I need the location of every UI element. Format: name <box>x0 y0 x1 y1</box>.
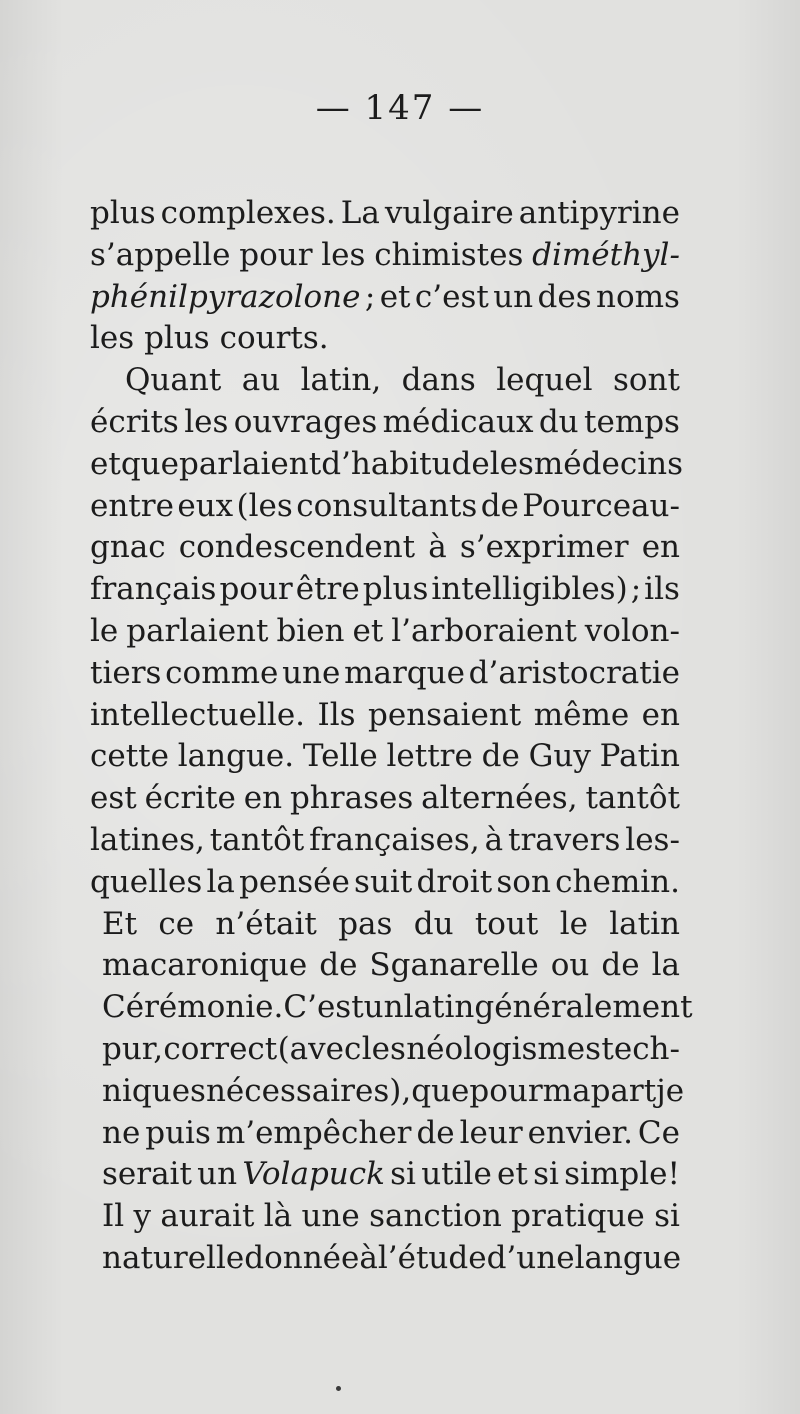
word: que <box>120 445 179 482</box>
word: droit <box>416 863 493 900</box>
word: (les <box>236 487 293 524</box>
word: médecins <box>533 445 683 482</box>
word: chemin. <box>555 863 680 900</box>
word: courts. <box>219 320 329 357</box>
word: cette <box>90 738 169 775</box>
word: si <box>533 1156 559 1193</box>
word: plus <box>90 195 156 231</box>
word: utile <box>421 1156 492 1193</box>
print-speck <box>336 1386 341 1391</box>
word: pour <box>469 1072 543 1109</box>
word: latin, <box>300 362 382 399</box>
word: la <box>206 863 235 900</box>
word: latines, <box>90 821 205 858</box>
page-number-header: — 147 — <box>315 88 485 128</box>
text-line <box>90 945 680 987</box>
word: parlaient <box>126 612 269 649</box>
text-line <box>90 444 683 486</box>
word: et <box>497 1156 528 1193</box>
word: diméthyl- <box>532 236 680 273</box>
word: des <box>537 278 592 315</box>
text-line <box>90 1113 680 1155</box>
word: travers <box>508 821 621 858</box>
text-line <box>90 527 680 569</box>
word: l’arboraient <box>391 612 577 649</box>
word: y <box>133 1198 151 1235</box>
word: la <box>651 947 680 984</box>
text-line <box>90 1154 680 1196</box>
word: bien <box>276 612 345 649</box>
word: parlaient <box>178 445 322 482</box>
text-line <box>90 778 680 820</box>
word: Guy <box>528 738 591 775</box>
word: tiers <box>90 654 162 691</box>
word: un <box>493 278 534 315</box>
text-line <box>90 1071 685 1113</box>
word: même <box>533 696 630 733</box>
text-line <box>90 695 680 737</box>
word: Ils <box>317 696 356 733</box>
word: ; <box>630 571 642 608</box>
word: néologismes <box>406 1030 602 1067</box>
word: les <box>321 236 366 273</box>
word: une <box>301 1198 360 1235</box>
word: en <box>641 696 680 733</box>
word: si <box>654 1198 680 1235</box>
word: c’est <box>414 278 489 315</box>
word: part <box>590 1072 657 1109</box>
word: ; <box>364 278 376 315</box>
word: son <box>496 863 551 900</box>
word: s’exprimer <box>459 529 629 566</box>
word: ce <box>158 905 195 942</box>
word: de <box>481 738 520 775</box>
text-line <box>90 987 693 1029</box>
word: les- <box>625 821 680 858</box>
word: sanction <box>369 1198 502 1235</box>
word: pas <box>338 905 393 942</box>
word: m’empêcher <box>215 1114 412 1151</box>
word: à <box>428 529 447 566</box>
word: à <box>359 1239 378 1276</box>
word: Patin <box>599 738 680 775</box>
word: consultants <box>296 487 478 524</box>
word: écrits <box>90 403 179 440</box>
text-line <box>90 486 680 528</box>
word: eux <box>177 487 234 524</box>
word: macaronique <box>102 947 308 984</box>
word: ouvrages <box>233 403 378 440</box>
word: latin <box>403 989 475 1026</box>
word: leur <box>459 1114 523 1151</box>
word: puis <box>145 1114 211 1151</box>
word: alternées, <box>421 780 578 817</box>
word: langue <box>574 1239 682 1276</box>
word: volon- <box>584 612 680 649</box>
word: que <box>411 1072 470 1109</box>
word: noms <box>596 278 680 315</box>
word: simple! <box>564 1156 680 1193</box>
text-line <box>90 611 680 653</box>
word: tantôt <box>209 821 305 858</box>
word: ou <box>550 947 590 984</box>
word: pensaient <box>368 696 522 733</box>
word: de <box>480 487 519 524</box>
word: La <box>340 195 380 231</box>
word: je <box>656 1072 685 1109</box>
word: Quant <box>125 362 222 399</box>
word: de <box>601 947 640 984</box>
word: envier. <box>527 1114 633 1151</box>
text-line <box>90 1238 680 1280</box>
word: d’une <box>486 1239 575 1276</box>
word: tech- <box>601 1030 680 1067</box>
word: correct <box>163 1030 278 1067</box>
word: chimistes <box>374 236 524 273</box>
word: au <box>241 362 281 399</box>
word: généralement <box>474 989 693 1026</box>
word: naturelle <box>102 1239 245 1276</box>
word: Et <box>102 905 138 942</box>
word: un <box>197 1156 238 1193</box>
word: les <box>184 403 229 440</box>
word: C’est <box>283 989 364 1026</box>
word: un <box>363 989 404 1026</box>
word: aurait <box>160 1198 255 1235</box>
word: ils <box>644 571 680 608</box>
word: pensée <box>239 863 350 900</box>
word: donnée <box>244 1239 360 1276</box>
text-line <box>90 653 680 695</box>
word: français <box>90 571 217 608</box>
word: marque <box>344 654 465 691</box>
word: les <box>361 1030 406 1067</box>
text-line <box>90 360 680 402</box>
word: d’aristocratie <box>468 654 680 691</box>
word: être <box>295 571 360 608</box>
word: , <box>401 1072 412 1109</box>
word: intelligibles) <box>431 571 628 608</box>
word: lettre <box>386 738 473 775</box>
word: intellectuelle. <box>90 696 306 733</box>
text-line <box>90 862 680 904</box>
word: d’habitude <box>321 445 490 482</box>
word: nécessaires) <box>205 1072 402 1109</box>
word: (avec <box>277 1030 362 1067</box>
word: n’était <box>215 905 317 942</box>
word: le <box>90 612 119 649</box>
word: pour <box>239 236 313 273</box>
word: temps <box>584 403 680 440</box>
word: médicaux <box>382 403 534 440</box>
word: le <box>559 905 588 942</box>
word: pour <box>219 571 293 608</box>
word: s’appelle <box>90 236 231 273</box>
text-line <box>90 1029 680 1071</box>
word: et <box>379 278 411 315</box>
word: de <box>319 947 358 984</box>
word: Pourceau- <box>522 487 680 524</box>
word: sont <box>613 362 680 399</box>
word: de <box>416 1114 455 1151</box>
word: quelles <box>90 863 203 900</box>
word: niques <box>102 1072 206 1109</box>
text-line <box>90 193 680 235</box>
text-line <box>90 318 680 360</box>
word: entre <box>90 487 174 524</box>
word: et <box>90 445 121 482</box>
word: du <box>538 403 579 440</box>
word: en <box>641 529 680 566</box>
word: du <box>413 905 454 942</box>
word: Volapuck <box>242 1156 385 1193</box>
word: gnac <box>90 529 166 566</box>
word: Cérémonie. <box>102 989 284 1026</box>
word: Il <box>102 1198 125 1235</box>
word: pratique <box>511 1198 645 1235</box>
text-line <box>90 904 680 946</box>
word: Telle <box>302 738 378 775</box>
word: plus <box>362 571 429 608</box>
word: Sganarelle <box>369 947 539 984</box>
word: phénilpyrazolone <box>90 278 361 315</box>
word: phrases <box>289 780 414 817</box>
text-line <box>90 235 680 277</box>
word: comme <box>165 654 279 691</box>
word: serait <box>102 1156 192 1193</box>
word: écrite <box>144 780 236 817</box>
word: ma <box>542 1072 591 1109</box>
word: antipyrine <box>518 195 680 231</box>
word: et <box>352 612 384 649</box>
word: l’étude <box>377 1239 487 1276</box>
text-line <box>90 277 680 319</box>
word: latin <box>609 905 680 942</box>
word: une <box>282 654 341 691</box>
word: tout <box>474 905 539 942</box>
word: est <box>90 780 137 817</box>
word: à <box>484 821 504 858</box>
word: plus <box>144 320 210 357</box>
word: là <box>263 1198 293 1235</box>
word: ne <box>102 1114 141 1151</box>
word: tantôt <box>585 780 680 817</box>
word: dans <box>401 362 476 399</box>
word: complexes. <box>160 195 336 231</box>
body-text <box>90 193 693 1280</box>
word: lequel <box>496 362 593 399</box>
word: en <box>243 780 283 817</box>
word: pur, <box>102 1030 164 1067</box>
word: les <box>90 320 135 357</box>
text-line <box>90 569 680 611</box>
word: si <box>390 1156 416 1193</box>
text-line <box>90 402 680 444</box>
word: Ce <box>637 1114 680 1151</box>
word: suit <box>354 863 413 900</box>
text-line <box>90 1196 680 1238</box>
word: condescendent <box>178 529 416 566</box>
word: langue. <box>177 738 295 775</box>
text-line <box>90 736 680 778</box>
word: françaises, <box>309 821 480 858</box>
word: les <box>489 445 534 482</box>
text-line <box>90 820 680 862</box>
word: vulgaire <box>384 195 514 231</box>
